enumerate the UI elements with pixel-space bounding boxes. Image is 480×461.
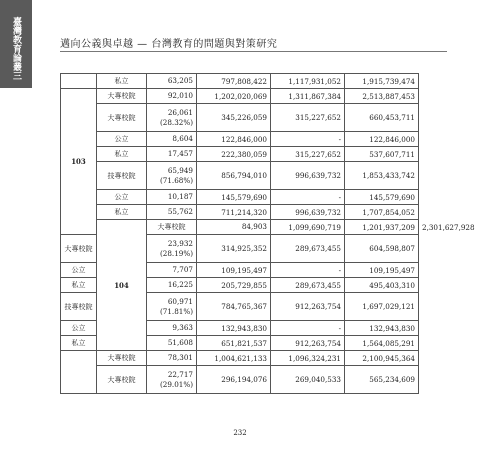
category-cell: 私立 [61,336,97,351]
count-value: 22,717 [167,369,193,379]
table-row [61,104,419,132]
count-value: 84,903 [241,222,267,231]
category-cell: 大專校院 [147,220,197,235]
count-cell [147,321,197,336]
amount-cell-c3: 660,453,711 [345,104,419,132]
amount-cell-c1: 711,214,320 [197,205,271,220]
section-tab [0,0,32,88]
year-cell: 103 [61,89,97,235]
amount-cell-c2: 996,639,732 [271,162,345,190]
funding-table [60,73,475,394]
count-cell [197,220,271,235]
amount-cell-c1: 222,380,059 [197,147,271,162]
percentage-value: (28.19%) [159,248,193,258]
count-cell [147,351,197,366]
amount-cell-c2: 1,201,937,209 [345,220,419,235]
percentage-value: (29.01%) [159,379,193,389]
count-value: 17,457 [167,149,193,158]
amount-cell-c2: 996,639,732 [271,205,345,220]
amount-cell-c3: 1,697,029,121 [345,293,419,321]
amount-cell-c1: 345,226,059 [197,104,271,132]
count-value: 60,971 [167,296,193,306]
category-cell: 大專校院 [97,366,147,394]
table-row [61,132,419,147]
amount-cell-c3: 1,853,433,742 [345,162,419,190]
category-cell: 私立 [61,278,97,293]
amount-cell-c2: 289,673,455 [271,278,345,293]
category-cell: 私立 [97,205,147,220]
table-row [61,89,419,104]
count-cell [147,278,197,293]
amount-cell-c1: 856,794,010 [197,162,271,190]
section-tab-label: 臺灣教育論叢三 [11,16,21,80]
count-cell [147,263,197,278]
amount-cell-c1: 784,765,367 [197,293,271,321]
amount-cell-c2: 912,263,754 [271,293,345,321]
table-row [61,205,419,220]
count-value: 55,762 [167,207,193,216]
count-value: 26,061 [167,107,193,117]
count-cell [147,74,197,89]
category-cell: 技專校院 [97,162,147,190]
category-cell: 大專校院 [61,235,97,263]
count-cell [147,293,197,321]
table-row [61,351,419,366]
amount-cell-c1: 145,579,690 [197,190,271,205]
year-cell [61,74,97,89]
category-cell: 技專校院 [61,293,97,321]
year-cell [61,351,97,394]
amount-cell-c3: 1,707,854,052 [345,205,419,220]
amount-cell-c2: 289,673,455 [271,235,345,263]
amount-cell-c1: 797,808,422 [197,74,271,89]
table-row [61,147,419,162]
count-value: 78,301 [167,353,193,362]
category-cell: 公立 [97,132,147,147]
count-cell [147,336,197,351]
amount-cell-c2: 315,227,652 [271,147,345,162]
amount-cell-c3: 537,607,711 [345,147,419,162]
amount-cell-c1: 122,846,000 [197,132,271,147]
table-row [61,162,419,190]
amount-cell-c1: 205,729,855 [197,278,271,293]
amount-cell-c1: 1,004,621,133 [197,351,271,366]
category-cell: 公立 [61,321,97,336]
amount-cell-c1: 1,099,690,719 [271,220,345,235]
amount-cell-c3: 1,564,085,291 [345,336,419,351]
table-row: 104 大專校院 84,903 1,099,690,719 1,201,937,209 2,301,627,928 [61,220,419,235]
count-value: 10,187 [167,192,193,201]
amount-cell-c3: 145,579,690 [345,190,419,205]
amount-cell-c2: 1,096,324,231 [271,351,345,366]
count-value: 16,225 [167,280,193,289]
amount-cell-c3: 565,234,609 [345,366,419,394]
count-value: 7,707 [172,265,193,274]
percentage-value: (71.81%) [159,306,193,316]
amount-cell-c2: 1,117,931,052 [271,74,345,89]
count-cell [147,147,197,162]
count-value: 65,949 [167,165,193,175]
amount-cell-c2: - [271,263,345,278]
amount-cell-c3: 2,513,887,453 [345,89,419,104]
amount-cell-c3: 132,943,830 [345,321,419,336]
table-row [61,190,419,205]
header-rule [60,51,447,52]
category-cell: 大專校院 [97,89,147,104]
count-cell [147,132,197,147]
amount-cell-c2: - [271,321,345,336]
category-cell: 公立 [61,263,97,278]
category-cell: 大專校院 [97,104,147,132]
count-cell [147,89,197,104]
count-value: 23,932 [167,238,193,248]
amount-cell-c3: 604,598,807 [345,235,419,263]
amount-cell-c2: 1,311,867,384 [271,89,345,104]
amount-cell-c2: 315,227,652 [271,104,345,132]
count-cell [147,235,197,263]
count-value: 63,205 [167,76,193,85]
category-cell: 私立 [97,147,147,162]
amount-cell-c1: 651,821,537 [197,336,271,351]
count-cell [147,104,197,132]
amount-cell-c1: 314,925,352 [197,235,271,263]
count-cell [147,366,197,394]
percentage-value: (71.68%) [159,175,193,185]
amount-cell-c2: 912,263,754 [271,336,345,351]
category-cell: 大專校院 [97,351,147,366]
page-number: 232 [233,429,247,437]
count-value: 9,363 [172,323,193,332]
amount-cell-c1: 1,202,020,069 [197,89,271,104]
running-head: 邁向公義與卓越 — 台灣教育的問題與對策研究 [60,39,278,50]
count-value: 8,604 [172,134,193,143]
table-row [61,366,419,394]
amount-cell-c3: 1,915,739,474 [345,74,419,89]
count-cell [147,162,197,190]
amount-cell-c2: - [271,190,345,205]
amount-cell-c1: 132,943,830 [197,321,271,336]
year-cell: 104 [97,220,147,351]
amount-cell-c3: 2,100,945,364 [345,351,419,366]
amount-cell-c3: 122,846,000 [345,132,419,147]
count-value: 51,608 [167,338,193,347]
count-cell [147,190,197,205]
category-cell: 私立 [97,74,147,89]
amount-cell-c3: 109,195,497 [345,263,419,278]
amount-cell-c1: 109,195,497 [197,263,271,278]
amount-cell-c2: - [271,132,345,147]
amount-cell-c1: 296,194,076 [197,366,271,394]
category-cell: 公立 [97,190,147,205]
amount-cell-c2: 269,040,533 [271,366,345,394]
percentage-value: (28.32%) [159,117,193,127]
count-value: 92,010 [167,91,193,100]
amount-cell-c3: 495,403,310 [345,278,419,293]
count-cell [147,205,197,220]
table-row [61,74,419,89]
